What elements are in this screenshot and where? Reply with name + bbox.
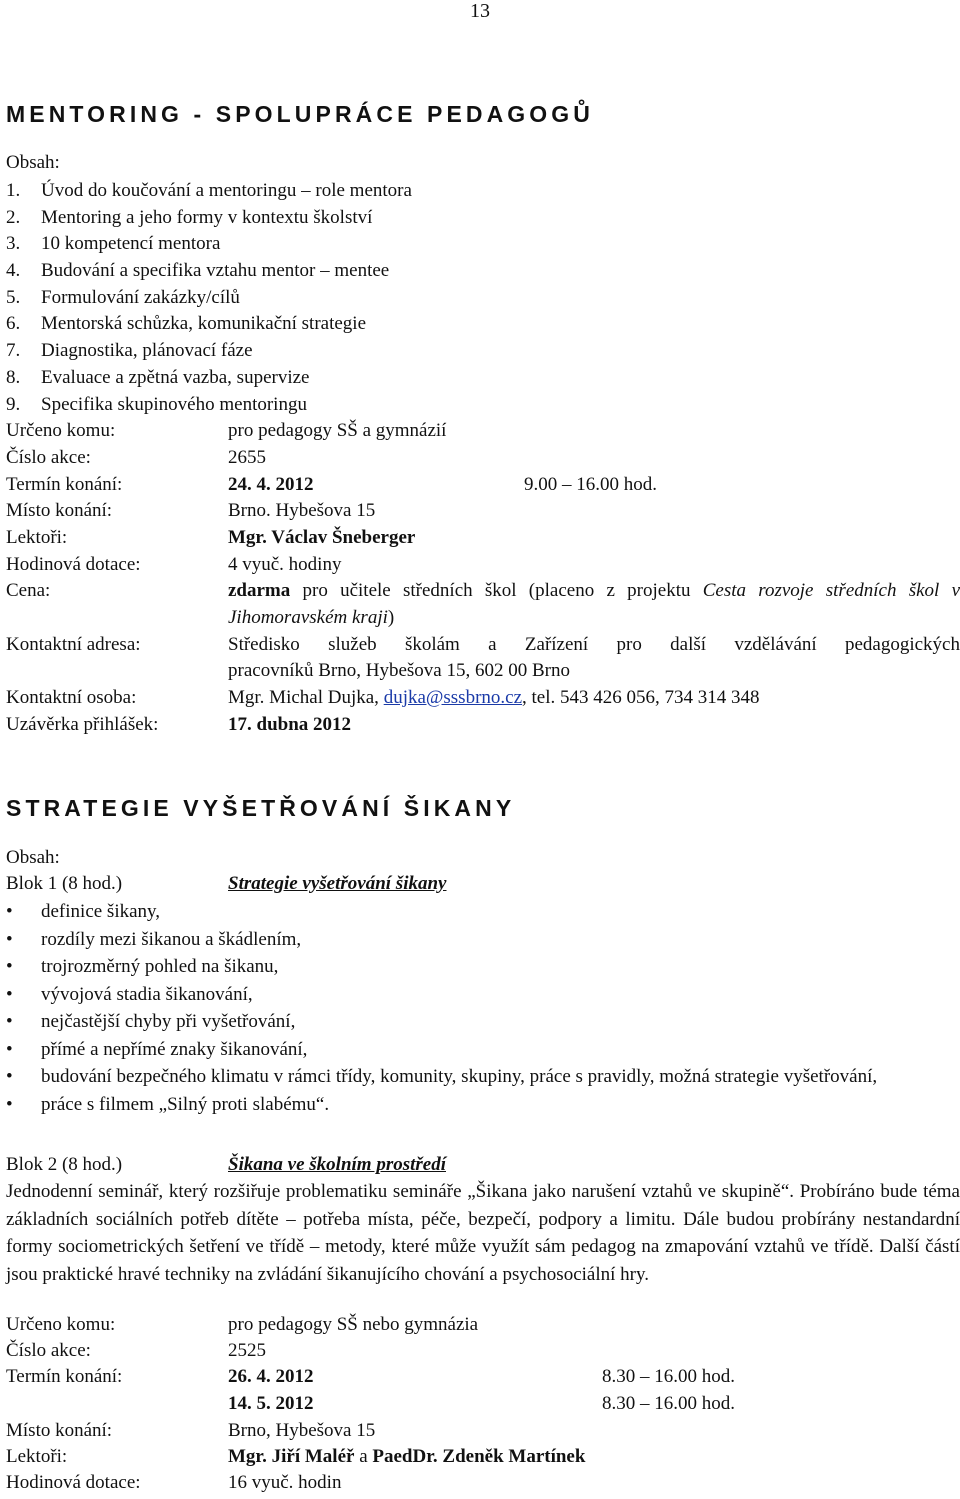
detail-date-2: 14. 5. 2012 8.30 – 16.00 hod. bbox=[228, 1393, 735, 1414]
list-item: • rozdíly mezi šikanou a škádlením, bbox=[6, 928, 302, 950]
detail-audience: Určeno komu: pro pedagogy SŠ nebo gymnázia bbox=[6, 1314, 479, 1335]
detail-action: Číslo akce: 2525 bbox=[6, 1340, 266, 1361]
detail-deadline: Uzávěrka přihlášek: 17. dubna 2012 bbox=[6, 714, 352, 735]
detail-action: Číslo akce: 2655 bbox=[6, 447, 266, 468]
email-link[interactable]: dujka@sssbrno.cz bbox=[383, 687, 523, 708]
block1-list bbox=[6, 898, 960, 1118]
detail-place: Místo konání: Brno. Hybešova 15 bbox=[6, 500, 376, 521]
section-title-mentoring: MENTORING - SPOLUPRÁCE PEDAGOGŮ bbox=[6, 101, 594, 127]
block1-heading: Blok 1 (8 hod.) Strategie vyšetřování šikany bbox=[6, 873, 447, 894]
topic-list bbox=[6, 178, 412, 418]
contents-label: Obsah: bbox=[6, 847, 60, 868]
list-item: • definice šikany, bbox=[6, 901, 161, 922]
list-item: • práce s filmem „Silný proti slabému“. bbox=[6, 1093, 330, 1115]
detail-price: Cena: zdarma pro učitele středních škol (placeno z projektu Cesta rozvoje středních škol v Jihomoravském kraji) bbox=[6, 580, 960, 628]
list-item: 6. Mentorská schůzka, komunikační strategie bbox=[6, 313, 367, 335]
list-item: 9. Specifika skupinového mentoringu bbox=[6, 393, 307, 415]
detail-hours: Hodinová dotace: 16 vyuč. hodin bbox=[6, 1472, 342, 1493]
list-item: • trojrozměrný pohled na šikanu, bbox=[6, 956, 279, 977]
contents-label: Obsah: bbox=[6, 152, 60, 173]
detail-place: Místo konání: Brno, Hybešova 15 bbox=[6, 1420, 376, 1441]
list-item: • nejčastější chyby při vyšetřování, bbox=[6, 1011, 296, 1032]
detail-date: Termín konání: 24. 4. 2012 9.00 – 16.00 hod. bbox=[6, 474, 657, 495]
list-item: • vývojová stadia šikanování, bbox=[6, 983, 253, 1005]
detail-lecturers: Lektoři: Mgr. Václav Šneberger bbox=[6, 527, 416, 548]
list-item: 5. Formulování zakázky/cílů bbox=[6, 286, 240, 308]
list-item: • přímé a nepřímé znaky šikanování, bbox=[6, 1038, 308, 1060]
detail-hours: Hodinová dotace: 4 vyuč. hodiny bbox=[6, 554, 342, 575]
list-item: • budování bezpečného klimatu v rámci třídy, komunity, skupiny, práce s pravidly, možná strategie vyšetřování, bbox=[6, 1066, 878, 1087]
list-item: 3. 10 kompetencí mentora bbox=[6, 233, 221, 255]
list-item: 4. Budování a specifika vztahu mentor – mentee bbox=[6, 260, 390, 282]
detail-address: Kontaktní adresa: Středisko služeb školám a Zařízení pro další vzdělávání pedagogických bbox=[6, 634, 960, 655]
detail-date: Termín konání: 26. 4. 2012 8.30 – 16.00 hod. bbox=[6, 1366, 735, 1387]
section-title-sikana: STRATEGIE VYŠETŘOVÁNÍ ŠIKANY bbox=[6, 795, 516, 821]
list-item: 2. Mentoring a jeho formy v kontextu školství bbox=[6, 206, 373, 228]
detail-audience: Určeno komu: pro pedagogy SŠ a gymnázií bbox=[6, 420, 447, 441]
list-item: 8. Evaluace a zpětná vazba, supervize bbox=[6, 366, 310, 388]
page-number: 13 bbox=[470, 0, 490, 22]
detail-address-line2: pracovníků Brno, Hybešova 15, 602 00 Brno bbox=[228, 660, 570, 681]
detail-contact: Kontaktní osoba: Mgr. Michal Dujka, dujka@sssbrno.cz, tel. 543 426 056, 734 314 348 bbox=[6, 687, 760, 708]
block2-description: Jednodenní seminář, který rozšiřuje problematiku semináře „Šikana jako narušení vztahů ve skupině“. Probíráno bude téma základních sociálních potřeb dítěte – potřeba místa, péče, bezpečí, podpory a limitu. Dále budou probírány nestandardní formy sociometrických šetření ve třídě – metody, které může využít sám pedagog na zmapování vztahů ve třídě. Další částí jsou praktické hravé techniky na zvládání šikanujícího chování a psychosociální hry. bbox=[6, 1181, 960, 1285]
detail-lecturers: Lektoři: Mgr. Jiří Maléř a PaedDr. Zdeněk Martínek bbox=[6, 1446, 586, 1467]
list-item: 7. Diagnostika, plánovací fáze bbox=[6, 340, 253, 362]
list-item: 1. Úvod do koučování a mentoringu – role mentora bbox=[6, 180, 412, 201]
block2-heading: Blok 2 (8 hod.) Šikana ve školním prostředí bbox=[6, 1154, 446, 1175]
